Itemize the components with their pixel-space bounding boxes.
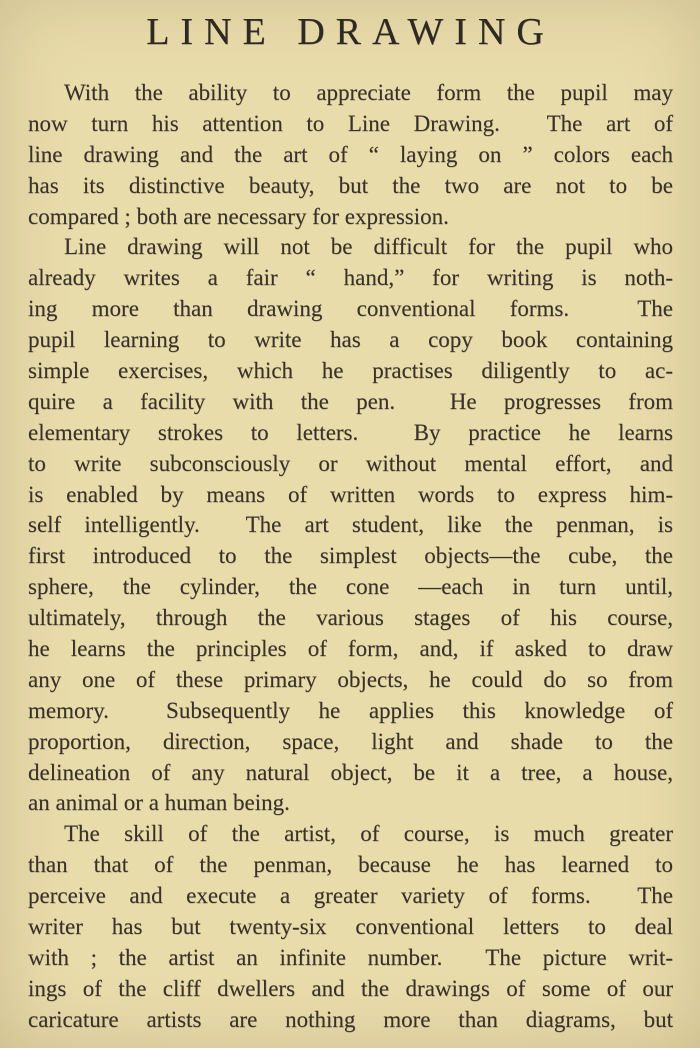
text-line: an animal or a human being.	[28, 790, 290, 816]
text-line: quire a facility with the pen. He progresses from	[28, 388, 673, 414]
text-line: first introduced to the simplest objects—the cube, the	[28, 543, 673, 569]
paragraph	[28, 232, 673, 819]
text-line: ings of the cliff dwellers and the drawings of some of our	[28, 975, 673, 1001]
text-line: pupil learning to write has a copy book containing	[28, 327, 673, 353]
paragraph	[28, 78, 673, 232]
text-line: self intelligently. The art student, like the penman, is	[28, 512, 673, 538]
text-line: any one of these primary objects, he could do so from	[28, 666, 673, 692]
text-line: he learns the principles of form, and, if asked to draw	[28, 636, 673, 662]
text-line: compared ; both are necessary for expression.	[28, 203, 449, 229]
text-line: elementary strokes to letters. By practice he learns	[28, 419, 673, 445]
text-line: is enabled by means of written words to express him-	[28, 481, 673, 507]
text-line: line drawing and the art of “ laying on ” colors each	[28, 141, 673, 167]
text-line: memory. Subsequently he applies this knowledge of	[28, 697, 673, 723]
text-line: With the ability to appreciate form the pupil may	[64, 80, 673, 105]
text-line: caricature artists are nothing more than diagrams, but	[28, 1006, 673, 1032]
text-line: The skill of the artist, of course, is much greater	[64, 821, 673, 847]
text-line: already writes a fair “ hand,” for writing is noth-	[28, 265, 673, 291]
text-line: perceive and execute a greater variety of forms. The	[28, 883, 673, 909]
text-line: sphere, the cylinder, the cone —each in turn until,	[28, 574, 673, 600]
text-line: ultimately, through the various stages of his course,	[28, 605, 673, 631]
text-line: has its distinctive beauty, but the two are not to be	[28, 172, 673, 198]
text-line: proportion, direction, space, light and shade to the	[28, 728, 673, 754]
text-line: now turn his attention to Line Drawing. The art of	[28, 110, 673, 136]
text-line: to write subconsciously or without mental effort, and	[28, 450, 673, 476]
text-line: writer has but twenty-six conventional letters to deal	[28, 914, 673, 940]
text-line: with ; the artist an infinite number. The picture writ-	[28, 944, 673, 970]
body-text	[28, 78, 673, 1036]
text-line: delineation of any natural object, be it a tree, a house,	[28, 759, 673, 785]
page-title: LINE DRAWING	[146, 11, 555, 53]
text-line: simple exercises, which he practises diligently to ac-	[28, 358, 673, 384]
paragraph	[28, 819, 673, 1035]
text-line: than that of the penman, because he has learned to	[28, 852, 673, 878]
text-line: Line drawing will not be difficult for the pupil who	[64, 234, 673, 260]
text-line: ing more than drawing conventional forms. The	[28, 296, 673, 322]
